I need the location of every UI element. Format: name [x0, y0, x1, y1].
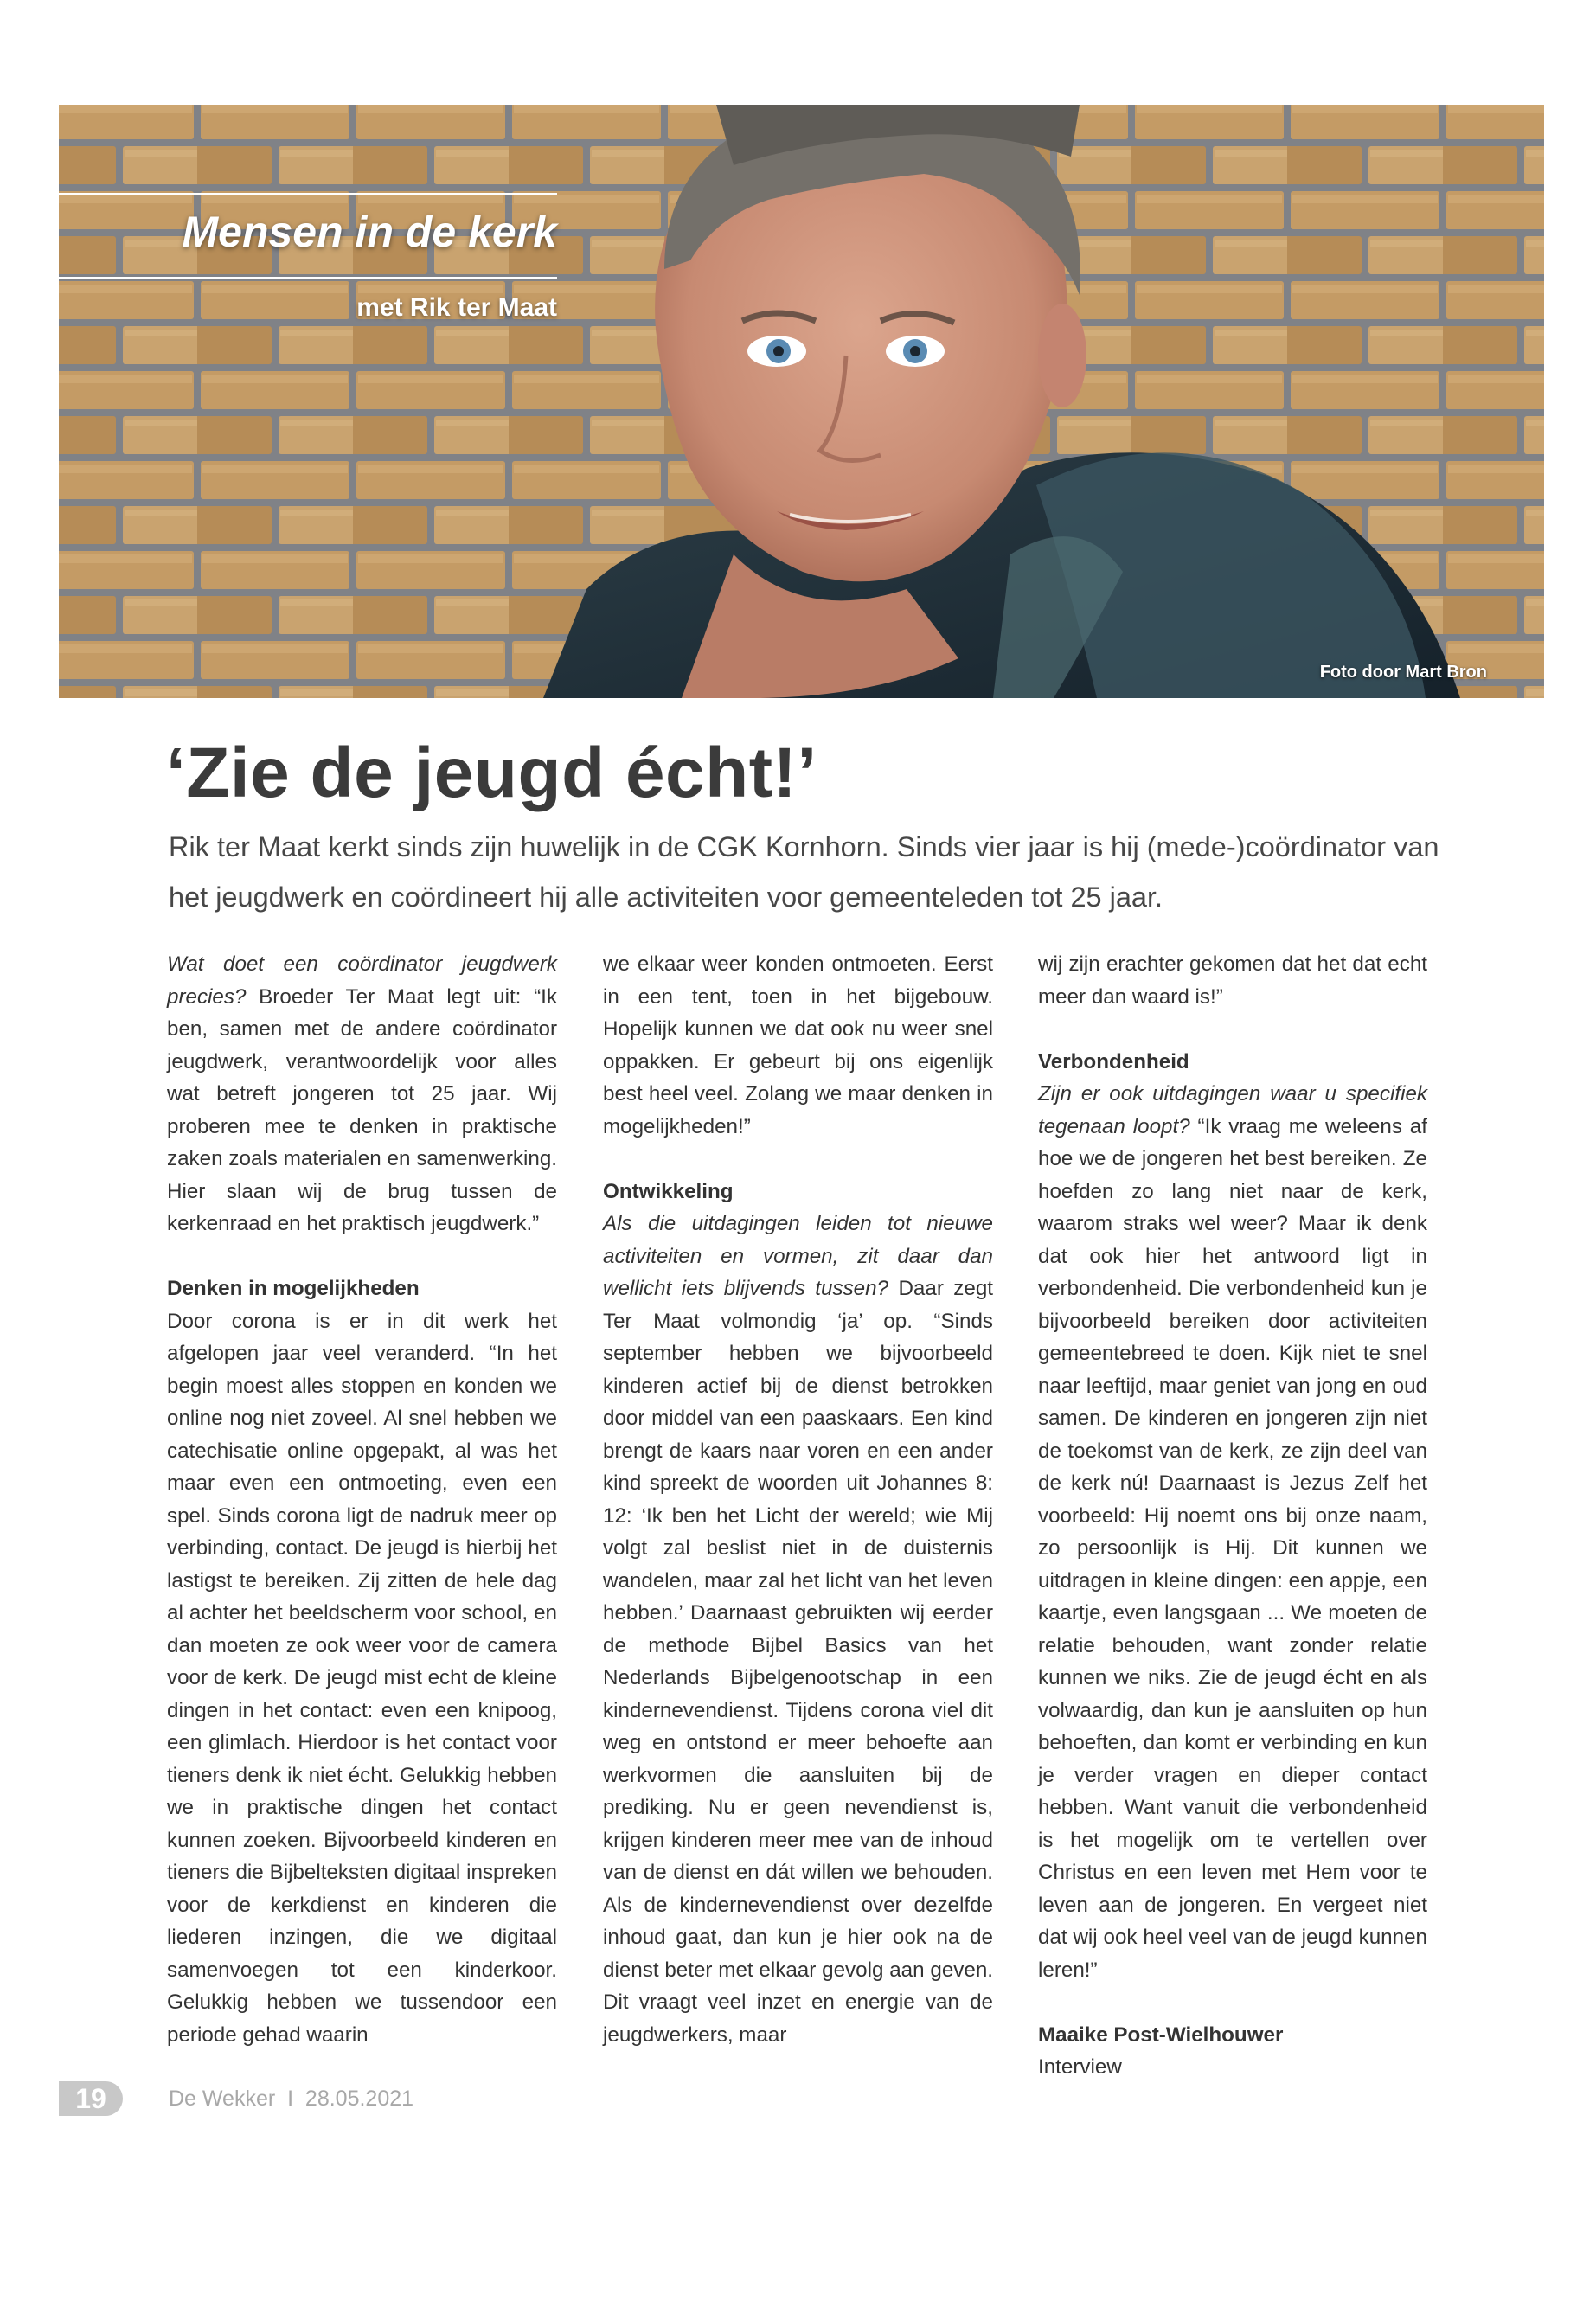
paragraph — [167, 1272, 557, 2051]
interview-question: Als die uitdagingen leiden tot nieuwe activiteiten en vormen, zit daar dan wellicht iets blijvends tussen? — [603, 1212, 993, 1300]
paragraph: wij zijn erachter gekomen dat het dat echt meer dan waard is!” — [1038, 952, 1427, 1009]
title-rule-bottom — [59, 277, 557, 279]
paragraph-text: Daar zegt Ter Maat volmondig ‘ja’ op. “Sinds september hebben we bijvoorbeeld kinderen actief bij de dienst betrokken door middel van een paaskaars. Een kind brengt de kaars naar voren en een ander kind spreekt de woorden uit Johannes 8: 12: ‘Ik ben het Licht der wereld; wie Mij volgt zal beslist niet in de duisternis wandelen, maar zal het licht van het leven hebben.’ Daarnaast gebruikten wij eerder de methode Bijbel Basics van het Nederlands Bijbelgenootschap in een kindernevendienst. Tijdens corona viel dit weg en ontstond er meer behoefte aan werkvormen die aansluiten bij de prediking. Nu er geen nevendienst is, krijgen kinderen meer mee van de inhoud van de dienst en dát willen we behouden. Als de kindernevendienst over dezelfde inhoud gaat, dan kun je hier ook na de dienst beter met elkaar gevolg aan geven. Dit vraagt veel inzet en energie van de jeugdwerkers, maar — [603, 1277, 994, 2047]
paragraph — [167, 948, 557, 1240]
section-title: Mensen in de kerk — [182, 208, 557, 256]
article-lede: Rik ter Maat kerkt sinds zijn huwelijk in de CGK Kornhorn. Sinds vier jaar is hij (mede-)coördinator van het jeugdwerk en coördineert hij alle activiteiten voor gemeenteleden tot 25 jaar. — [169, 831, 1439, 913]
paragraph-text: “Ik vraag me weleens af hoe we de jongeren het best bereiken. Ze hoefden zo lang niet naar de kerk, waarom straks wel weer? Maar ik denk dat ook hier het antwoord ligt in verbondenheid. Die verbondenheid kun je bijvoorbeeld bereiken door activiteiten gemeentebreed te doen. Kijk niet te snel naar leeftijd, maar geniet van jong en oud samen. De kinderen en jongeren zijn niet de toekomst van de kerk, ze zijn deel van de kerk nú! Daarnaast is Jezus Zelf het voorbeeld: Hij noemt ons bij onze naam, zo persoonlijk is Hij. Dit kunnen we uitdragen in kleine dingen: een appje, een kaartje, even langsgaan ... We moeten de relatie behouden, want zonder relatie kunnen we niks. Zie de jeugd écht en als volwaardig, dan kun je aansluiten op hun behoeften, dan komt er verbinding en kun je verder vragen en dieper contact hebben. Want vanuit die verbondenheid is het mogelijk om te vertellen over Christus en een leven met Hem voor te leven aan de jongeren. En vergeet niet dat wij ook heel veel van de jeugd kunnen leren!” — [1038, 1114, 1427, 1982]
article-headline: ‘Zie de jeugd écht!’ — [166, 734, 817, 812]
author-name: Maaike Post-Wielhouwer — [1038, 2022, 1284, 2047]
paragraph — [1038, 1046, 1427, 1987]
title-rule-top — [59, 193, 557, 195]
interview-question: Wat doet een coördinator jeugdwerk precies? — [167, 952, 557, 1009]
paragraph-text: Broeder Ter Maat legt uit: “Ik ben, samen met de andere coördinator jeugdwerk, verantwoordelijk voor alles wat betreft jongeren tot 25 jaar. Wij proberen mee te denken in praktische zaken zoals materialen en samenwerking. Hier slaan wij de brug tussen de kerkenraad en het praktisch jeugdwerk.” — [167, 984, 557, 1235]
column-1 — [167, 948, 557, 2051]
column-3 — [1038, 948, 1427, 2084]
subheading: Verbondenheid — [1038, 1049, 1189, 1074]
publication-footer: De Wekker I 28.05.2021 — [169, 2086, 414, 2111]
subheading: Ontwikkeling — [603, 1179, 734, 1203]
page-number: 19 — [59, 2081, 123, 2116]
subheading: Denken in mogelijkheden — [167, 1277, 420, 1300]
paragraph — [603, 1176, 993, 2052]
paragraph-text: Door corona is er in dit werk het afgelopen jaar veel veranderd. “In het begin moest alles stoppen en konden we online nog niet zoveel. Al snel hebben we catechisatie online opgepakt, al was het maar even een ontmoeting, even een spel. Sinds corona ligt de nadruk meer op verbinding, contact. De jeugd is hierbij het lastigst te bereiken. Zij zitten de hele dag al achter het beeldscherm voor school, en dan moeten ze ook weer voor de camera voor de kerk. De jeugd mist echt de kleine dingen in het contact: even een knipoog, een glimlach. Hierdoor is het contact voor tieners denk ik niet écht. Gelukkig hebben we in praktische dingen het contact kunnen zoeken. Bijvoorbeeld kinderen en tieners die Bijbelteksten digitaal inspreken voor de kerkdienst en kinderen die liederen inzingen, die we digitaal samenvoegen tot een kinderkoor. Gelukkig hebben we tussendoor een periode gehad waarin — [167, 1309, 557, 2047]
author-role: Interview — [1038, 2055, 1122, 2079]
paragraph: we elkaar weer konden ontmoeten. Eerst in een tent, toen in het bijgebouw. Hopelijk kunnen we dat ook nu weer snel oppakken. Er gebeurt bij ons eigenlijk best heel veel. Zolang we maar denken in mogelijkheden!” — [603, 952, 993, 1138]
photo-credit: Foto door Mart Bron — [1319, 663, 1487, 682]
byline — [1038, 2019, 1427, 2084]
column-2 — [603, 948, 993, 2051]
header-photo — [59, 105, 1544, 698]
section-subtitle: met Rik ter Maat — [356, 293, 557, 322]
interview-question: Zijn er ook uitdagingen waar u specifiek tegenaan loopt? — [1038, 1082, 1427, 1138]
